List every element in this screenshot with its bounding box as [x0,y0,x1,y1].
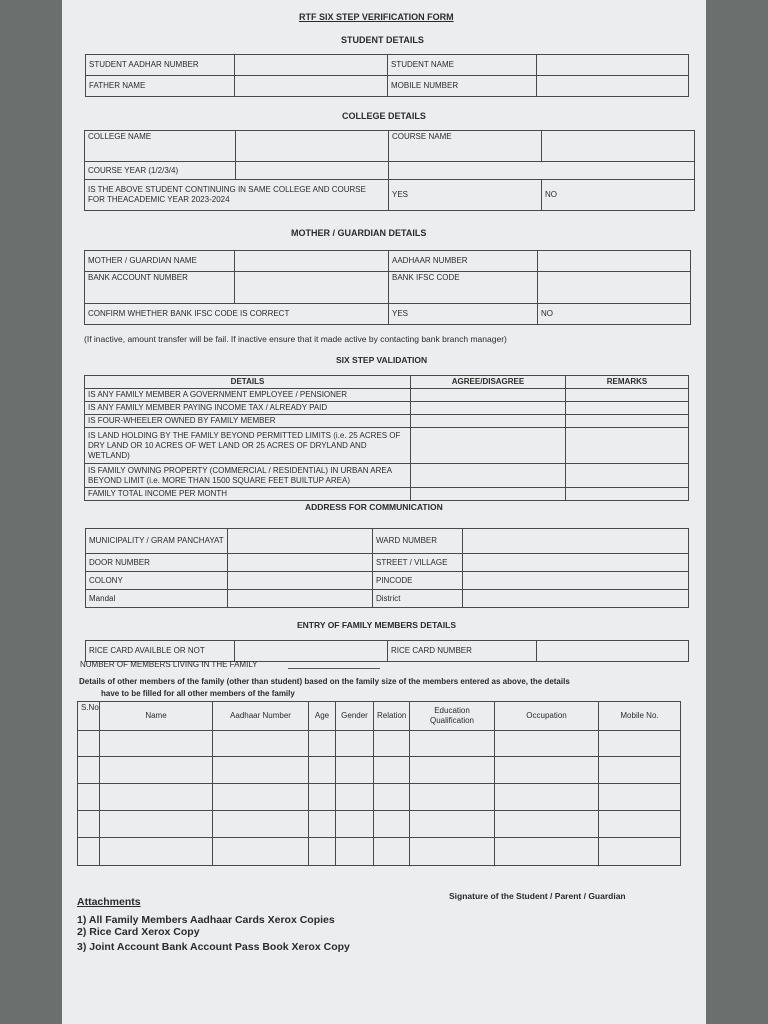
family-cell-field[interactable] [336,811,374,838]
mobile-number-field[interactable] [537,76,689,97]
six-step-table [84,375,689,501]
rice-card-number-field[interactable] [537,641,689,662]
confirm-ifsc-yes-option[interactable]: YES [389,304,538,325]
guardian-details-table [84,250,691,325]
family-cell-field[interactable] [374,784,410,811]
family-instruction-line2: have to be filled for all other members of the family [101,689,295,698]
remarks-field[interactable] [566,488,689,501]
attachment-item-2: 2) Rice Card Xerox Copy [77,926,200,938]
members-count-label: NUMBER OF MEMBERS LIVING IN THE FAMILY [80,660,258,669]
continuing-yes-option[interactable]: YES [389,180,542,211]
family-cell-field[interactable] [213,784,309,811]
family-cell-field[interactable] [410,838,495,866]
family-cell-field[interactable] [213,838,309,866]
table-row [78,757,681,784]
validation-row-income-tax: IS ANY FAMILY MEMBER PAYING INCOME TAX / ALREADY PAID [85,402,411,415]
attachment-item-3: 3) Joint Account Bank Account Pass Book Xerox Copy [77,941,350,953]
members-count-field[interactable] [288,668,380,669]
family-cell-field[interactable] [374,731,410,757]
rice-card-number-label: RICE CARD NUMBER [388,641,537,662]
family-cell-field[interactable] [336,784,374,811]
agree-field[interactable] [411,464,566,488]
mobile-number-label: MOBILE NUMBER [388,76,537,97]
family-cell-field[interactable] [410,731,495,757]
confirm-ifsc-no-option[interactable]: NO [538,304,691,325]
family-cell-field[interactable] [309,757,336,784]
family-col-header: Gender [336,702,374,731]
family-col-header: Aadhaar Number [213,702,309,731]
agree-field[interactable] [411,402,566,415]
validation-row-land-holding: IS LAND HOLDING BY THE FAMILY BEYOND PERMITTED LIMITS (i.e. 25 ACRES OF DRY LAND OR 10 ACRES OF WET LAND OR 25 ACRES OF DRYLAND AND WETLAND) [85,428,411,464]
family-cell-field[interactable] [309,731,336,757]
validation-row-four-wheeler: IS FOUR-WHEELER OWNED BY FAMILY MEMBER [85,415,411,428]
family-cell-field[interactable] [100,811,213,838]
student-aadhar-field[interactable] [235,55,388,76]
rice-card-available-label: RICE CARD AVAILBLE OR NOT [86,641,235,662]
table-row [78,784,681,811]
family-cell-field[interactable] [100,838,213,866]
college-name-field[interactable] [236,131,389,162]
student-aadhar-label: STUDENT AADHAR NUMBER [86,55,235,76]
bank-account-field[interactable] [235,272,389,304]
family-cell-field[interactable] [599,811,681,838]
remarks-field[interactable] [566,389,689,402]
form-title: RTF SIX STEP VERIFICATION FORM [299,12,454,22]
family-cell-field[interactable] [309,811,336,838]
course-name-label: COURSE NAME [389,131,542,162]
table-row [78,731,681,757]
family-cell-field[interactable] [78,757,100,784]
family-col-header: Relation [374,702,410,731]
family-cell-field[interactable] [374,757,410,784]
father-name-label: FATHER NAME [86,76,235,97]
college-details-heading: COLLEGE DETAILS [342,111,426,121]
guardian-name-field[interactable] [235,251,389,272]
family-cell-field[interactable] [213,731,309,757]
family-cell-field[interactable] [495,757,599,784]
family-instruction-line1: Details of other members of the family (other than student) based on the family size of the members entered as above, the details [79,677,570,686]
street-village-label: STREET / VILLAGE [373,554,463,572]
agree-field[interactable] [411,389,566,402]
family-cell-field[interactable] [410,757,495,784]
agree-field[interactable] [411,488,566,501]
rice-card-available-field[interactable] [235,641,388,662]
family-cell-field[interactable] [336,757,374,784]
family-cell-field[interactable] [309,838,336,866]
course-year-label: COURSE YEAR (1/2/3/4) [85,162,236,180]
remarks-field[interactable] [566,428,689,464]
table-row [78,838,681,866]
mandal-field[interactable] [228,590,373,608]
mandal-label: Mandal [86,590,228,608]
street-village-field[interactable] [463,554,689,572]
table-row [78,811,681,838]
col-details-header: DETAILS [85,376,411,389]
agree-field[interactable] [411,428,566,464]
six-step-heading: SIX STEP VALIDATION [336,355,428,365]
course-name-field[interactable] [542,131,695,162]
rice-card-table [85,640,689,662]
municipality-label: MUNICIPALITY / GRAM PANCHAYAT [86,529,228,554]
family-cell-field[interactable] [374,838,410,866]
door-number-field[interactable] [228,554,373,572]
family-col-header: Education Qualification [410,702,495,731]
family-cell-field[interactable] [599,838,681,866]
bank-ifsc-label: BANK IFSC CODE [389,272,538,304]
course-year-field[interactable] [236,162,389,180]
bank-ifsc-field[interactable] [538,272,691,304]
family-cell-field[interactable] [599,757,681,784]
family-cell-field[interactable] [78,811,100,838]
confirm-ifsc-label: CONFIRM WHETHER BANK IFSC CODE IS CORRECT [85,304,389,325]
family-cell-field[interactable] [336,731,374,757]
family-cell-field[interactable] [78,784,100,811]
attachment-item-1: 1) All Family Members Aadhaar Cards Xerox Copies [77,914,335,926]
col-agree-header: AGREE/DISAGREE [411,376,566,389]
district-label: District [373,590,463,608]
family-cell-field[interactable] [336,838,374,866]
family-members-heading: ENTRY OF FAMILY MEMBERS DETAILS [297,620,456,630]
pincode-field[interactable] [463,572,689,590]
agree-field[interactable] [411,415,566,428]
remarks-field[interactable] [566,402,689,415]
colony-label: COLONY [86,572,228,590]
family-cell-field[interactable] [78,731,100,757]
municipality-field[interactable] [228,529,373,554]
student-details-heading: STUDENT DETAILS [341,35,424,45]
family-cell-field[interactable] [374,811,410,838]
address-heading: ADDRESS FOR COMMUNICATION [305,502,443,512]
col-remarks-header: REMARKS [566,376,689,389]
family-cell-field[interactable] [100,784,213,811]
validation-row-urban-property: IS FAMILY OWNING PROPERTY (COMMERCIAL / RESIDENTIAL) IN URBAN AREA BEYOND LIMIT (i.e. MORE THAN 1500 SQUARE FEET BUILTUP AREA) [85,464,411,488]
family-col-header: Occupation [495,702,599,731]
student-details-table [85,54,689,97]
father-name-field[interactable] [235,76,388,97]
student-name-label: STUDENT NAME [388,55,537,76]
course-year-blank [389,162,695,180]
family-col-header: Age [309,702,336,731]
family-cell-field[interactable] [213,757,309,784]
family-col-header: S.No [78,702,100,731]
guardian-name-label: MOTHER / GUARDIAN NAME [85,251,235,272]
address-table [85,528,689,608]
validation-row-government-employee: IS ANY FAMILY MEMBER A GOVERNMENT EMPLOYEE / PENSIONER [85,389,411,402]
family-cell-field[interactable] [410,784,495,811]
remarks-field[interactable] [566,464,689,488]
college-name-label: COLLEGE NAME [85,131,236,162]
family-cell-field[interactable] [599,731,681,757]
family-cell-field[interactable] [495,731,599,757]
family-col-header: Name [100,702,213,731]
signature-label: Signature of the Student / Parent / Guardian [449,891,626,901]
door-number-label: DOOR NUMBER [86,554,228,572]
family-cell-field[interactable] [410,811,495,838]
family-cell-field[interactable] [495,811,599,838]
guardian-aadhaar-label: AADHAAR NUMBER [389,251,538,272]
attachments-heading: Attachments [77,896,141,908]
bank-account-label: BANK ACCOUNT NUMBER [85,272,235,304]
pincode-label: PINCODE [373,572,463,590]
continuing-question-label: IS THE ABOVE STUDENT CONTINUING IN SAME COLLEGE AND COURSE FOR THEACADEMIC YEAR 2023-2024 [85,180,389,211]
family-cell-field[interactable] [78,838,100,866]
family-cell-field[interactable] [495,784,599,811]
family-col-header: Mobile No. [599,702,681,731]
district-field[interactable] [463,590,689,608]
validation-row-family-income: FAMILY TOTAL INCOME PER MONTH [85,488,411,501]
guardian-aadhaar-field[interactable] [538,251,691,272]
colony-field[interactable] [228,572,373,590]
college-details-table [84,130,695,211]
ward-number-field[interactable] [463,529,689,554]
ward-number-label: WARD NUMBER [373,529,463,554]
continuing-no-option[interactable]: NO [542,180,695,211]
family-members-table [77,701,681,866]
guardian-details-heading: MOTHER / GUARDIAN DETAILS [291,228,427,238]
family-cell-field[interactable] [100,731,213,757]
family-cell-field[interactable] [309,784,336,811]
student-name-field[interactable] [537,55,689,76]
family-cell-field[interactable] [495,838,599,866]
bank-inactive-note: (If inactive, amount transfer will be fail. If inactive ensure that it made active by contacting bank branch manager) [84,334,507,344]
family-cell-field[interactable] [599,784,681,811]
family-cell-field[interactable] [100,757,213,784]
family-cell-field[interactable] [213,811,309,838]
remarks-field[interactable] [566,415,689,428]
